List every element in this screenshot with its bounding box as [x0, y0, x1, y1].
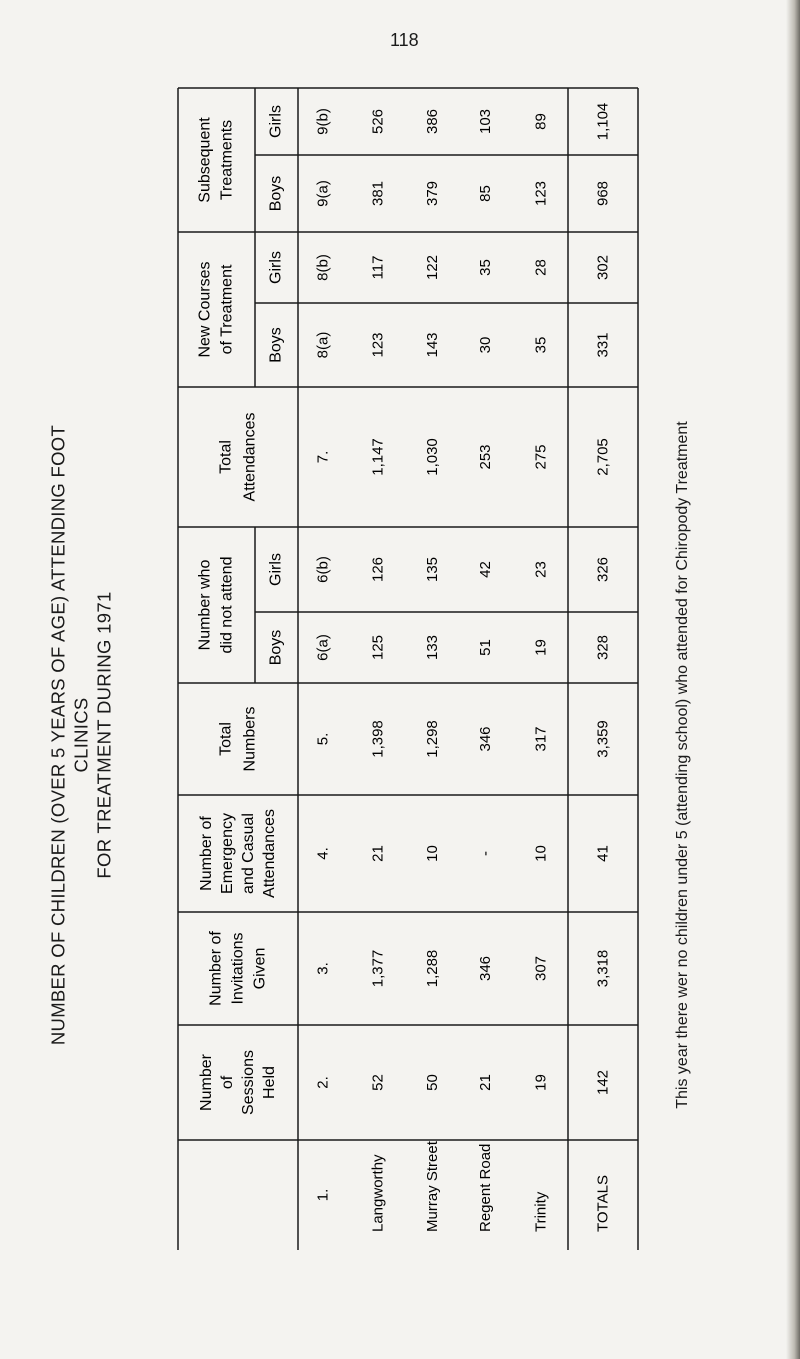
table-cell: 125	[369, 634, 387, 661]
totals-cell: 328	[594, 634, 612, 661]
header-emergency: and Casual	[240, 813, 257, 894]
header-girls: Girls	[267, 105, 285, 138]
column-number: 3.	[314, 962, 332, 975]
table-cell: 143	[424, 332, 441, 358]
totals-cell: 302	[594, 254, 612, 281]
table-cell: 117	[369, 255, 387, 280]
totals-cell: 326	[594, 556, 612, 583]
table-cell: 50	[424, 1074, 441, 1091]
table-cell: 52	[369, 1074, 387, 1091]
table-cell: 1,030	[424, 438, 441, 476]
table-cell: 379	[424, 180, 441, 207]
table-cell: 386	[424, 108, 441, 135]
header-invitations: Given	[251, 947, 269, 990]
totals-cell: 2,705	[594, 438, 612, 476]
table-cell: 275	[532, 444, 550, 470]
table-cell: 21	[477, 1074, 494, 1091]
header-boys: Boys	[267, 327, 285, 363]
totals-cell: 3,359	[594, 720, 612, 758]
header-total-numbers: Total	[217, 722, 235, 756]
table-cell: 135	[424, 556, 441, 583]
totals-cell: 1,104	[594, 102, 612, 141]
column-number: 8(b)	[314, 254, 332, 281]
table-cell: 35	[532, 336, 550, 354]
page-edge-shadow	[786, 0, 800, 1359]
table-cell: 10	[532, 845, 550, 862]
table-cell: 103	[477, 108, 494, 135]
table-cell: 42	[477, 561, 494, 578]
header-sessions: of	[219, 1075, 236, 1090]
column-number: 7.	[314, 450, 332, 464]
table-cell: 1,147	[369, 438, 387, 476]
table-cell: 122	[424, 254, 441, 281]
header-total-attendances: Attendances	[241, 412, 259, 502]
header-total-numbers: Numbers	[241, 706, 259, 772]
table-cell: 51	[477, 639, 494, 656]
header-invitations: Invitations	[229, 932, 247, 1005]
table-cell: 85	[477, 185, 494, 202]
table-cell: 1,298	[424, 720, 441, 758]
page-number: 118	[390, 30, 419, 50]
header-emergency: Number of	[198, 816, 215, 891]
table-cell: 1,288	[424, 949, 441, 988]
clinic-name: Regent Road	[477, 1143, 494, 1232]
table-cell: 123	[532, 180, 550, 207]
totals-cell: 968	[594, 180, 612, 207]
table-cell: 23	[532, 561, 550, 578]
header-girls: Girls	[267, 553, 285, 586]
table-cell: 126	[369, 556, 387, 583]
title-line-1: NUMBER OF CHILDREN (OVER 5 YEARS OF AGE) ATTENDING FOOT CLINICS	[47, 424, 92, 1046]
clinic-name: Trinity	[532, 1191, 550, 1232]
totals-cell: 3,318	[594, 949, 612, 988]
clinic-name: Murray Street	[424, 1141, 441, 1232]
table-cell: 30	[477, 336, 494, 354]
header-emergency: Attendances	[261, 809, 278, 898]
table-cell: -	[477, 851, 494, 856]
column-number: 1.	[314, 1188, 332, 1202]
header-sessions: Number	[198, 1054, 215, 1111]
clinic-name: Langworthy	[369, 1154, 387, 1232]
header-total-attendances: Total	[217, 440, 235, 474]
table-cell: 346	[477, 955, 494, 982]
table-cell: 381	[369, 180, 387, 207]
table-cell: 28	[532, 259, 550, 276]
table-cell: 35	[477, 259, 494, 276]
table-cell: 21	[369, 845, 387, 862]
column-number: 6(a)	[314, 634, 332, 661]
table-cell: 133	[424, 634, 441, 661]
table-cell: 1,398	[369, 720, 387, 758]
table-cell: 346	[477, 726, 494, 752]
totals-cell: 331	[594, 332, 612, 358]
table-cell: 19	[532, 1074, 550, 1091]
header-sessions: Held	[261, 1066, 278, 1099]
column-number: 5.	[314, 732, 332, 746]
header-emergency: Emergency	[219, 813, 236, 894]
column-number: 4.	[314, 847, 332, 860]
totals-cell: 142	[594, 1069, 612, 1096]
column-number: 9(a)	[314, 180, 332, 207]
title-line-2: FOR TREATMENT DURING 1971	[93, 591, 115, 879]
header-new-courses: of Treatment	[218, 264, 236, 355]
table-cell: 123	[369, 332, 387, 358]
footnote: This year there wer no children under 5 (attending school) who attended for Chiropody Treatment	[674, 421, 691, 1109]
header-did-not-attend: Number who	[196, 559, 214, 651]
table-cell: 526	[369, 108, 387, 135]
table-cell: 19	[532, 639, 550, 656]
table-cell: 1,377	[369, 949, 387, 988]
table-cell: 307	[532, 955, 550, 982]
table-cell: 10	[424, 845, 441, 862]
header-invitations: Number of	[207, 931, 225, 1006]
header-boys: Boys	[267, 629, 285, 666]
column-number: 2.	[314, 1076, 332, 1089]
header-boys: Boys	[267, 175, 285, 212]
totals-cell: 41	[594, 845, 612, 862]
header-subsequent: Treatments	[218, 119, 236, 201]
totals-label: TOTALS	[594, 1175, 612, 1232]
column-number: 9(b)	[314, 108, 332, 135]
column-number: 6(b)	[314, 556, 332, 583]
table-cell: 89	[532, 113, 550, 130]
header-new-courses: New Courses	[196, 261, 214, 358]
table-cell: 317	[532, 726, 550, 752]
header-girls: Girls	[267, 251, 285, 284]
column-number: 8(a)	[314, 331, 332, 359]
table-cell: 253	[477, 444, 494, 470]
header-did-not-attend: did not attend	[218, 556, 236, 654]
header-sessions: Sessions	[240, 1050, 257, 1115]
header-subsequent: Subsequent	[196, 117, 214, 203]
